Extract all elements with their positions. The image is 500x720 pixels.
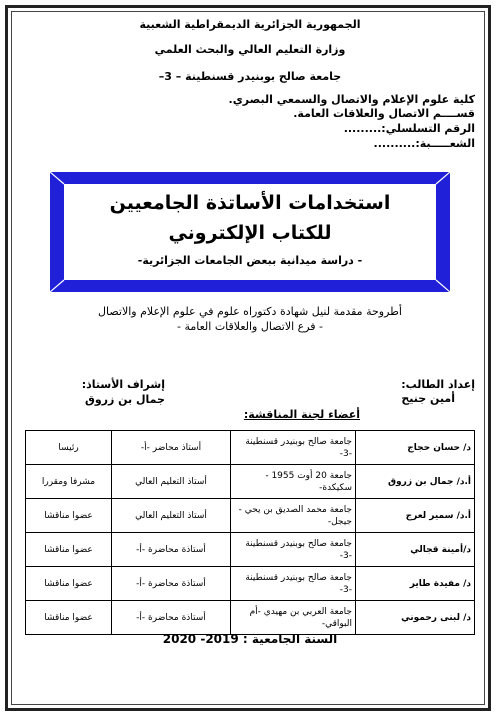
member-role: رئيسا — [26, 431, 112, 465]
academic-year-value: 2019- 2020 — [162, 632, 239, 646]
member-rank: أستاذ محاضر -أ- — [112, 431, 231, 465]
thesis-title-line2: للكتاب الإلكتروني — [168, 222, 332, 244]
thesis-title-line1: استخدامات الأساتذة الجامعيين — [109, 192, 391, 214]
thesis-subtitle: - دراسة ميدانية ببعض الجامعات الجزائرية- — [137, 254, 363, 267]
member-university: جامعة صالح بوبنيدر قسنطينة -3- — [231, 533, 356, 567]
table-row — [26, 533, 475, 567]
title-panel — [64, 184, 436, 280]
member-role: مشرفا ومقررا — [26, 465, 112, 499]
specialty-line: الشعـــــبة:.......... — [373, 137, 475, 150]
ministry-heading: وزارة التعليم العالي والبحث العلمي — [154, 43, 346, 56]
supervisor-label: إشراف الأستاذ: — [81, 378, 165, 391]
university-heading: جامعة صالح بوبنيدر قسنطينة – 3– — [158, 70, 342, 83]
member-role: عضوا مناقشا — [26, 601, 112, 635]
member-role: عضوا مناقشا — [26, 499, 112, 533]
academic-year-label: السنة الجامعية : — [242, 632, 338, 646]
faculty-line: كلية علوم الإعلام والاتصال والسمعي البصري. — [228, 93, 475, 106]
academic-year — [0, 632, 500, 646]
member-university: جامعة صالح بوبنيدر قسنطينة -3- — [231, 567, 356, 601]
title-frame — [50, 172, 450, 292]
member-rank: أستاذة محاضرة -أ- — [112, 533, 231, 567]
serial-number-line: الرقم التسلسلي:......... — [343, 122, 475, 135]
table-row — [26, 499, 475, 533]
prepared-by-label: إعداد الطالب: — [401, 378, 475, 391]
member-university: جامعة 20 أوت 1955 - سكيكدة- — [231, 465, 356, 499]
thesis-description: أطروحة مقدمة لنيل شهادة دكتوراه علوم في علوم الإعلام والاتصال — [98, 305, 402, 318]
table-row — [26, 431, 475, 465]
table-row — [26, 567, 475, 601]
student-name: أمين جنيح — [401, 392, 455, 405]
member-name: أ.د/ سمير لعرج — [356, 499, 475, 533]
committee-table — [25, 430, 475, 635]
committee-heading: أعضاء لجنة المناقشة: — [243, 408, 360, 421]
member-name: د/ مفيدة طاير — [356, 567, 475, 601]
member-rank: أستاذة محاضرة -أ- — [112, 601, 231, 635]
department-line: قســــم الاتصال والعلاقات العامة. — [293, 107, 475, 120]
member-role: عضوا مناقشا — [26, 567, 112, 601]
member-name: د/ حسان حجاج — [356, 431, 475, 465]
member-rank: أستاذة محاضرة -أ- — [112, 567, 231, 601]
republic-heading: الجمهورية الجزائرية الديمقراطية الشعبية — [139, 18, 361, 31]
member-rank: أستاذ التعليم العالي — [112, 499, 231, 533]
member-rank: أستاذ التعليم العالي — [112, 465, 231, 499]
table-row — [26, 465, 475, 499]
member-name: د/أمينة قجالي — [356, 533, 475, 567]
member-university: جامعة محمد الصديق بن يحي - جيجل- — [231, 499, 356, 533]
thesis-branch: - فرع الاتصال والعلاقات العامة - — [177, 320, 323, 333]
supervisor-name: جمال بن زروق — [84, 393, 165, 406]
member-university: جامعة العربي بن مهيدي -أم البواقي- — [231, 601, 356, 635]
member-name: د/ لبنى رحموني — [356, 601, 475, 635]
member-role: عضوا مناقشا — [26, 533, 112, 567]
member-name: أ.د/ جمال بن زروق — [356, 465, 475, 499]
table-row — [26, 601, 475, 635]
member-university: جامعة صالح بوبنيدر قسنطينة -3- — [231, 431, 356, 465]
